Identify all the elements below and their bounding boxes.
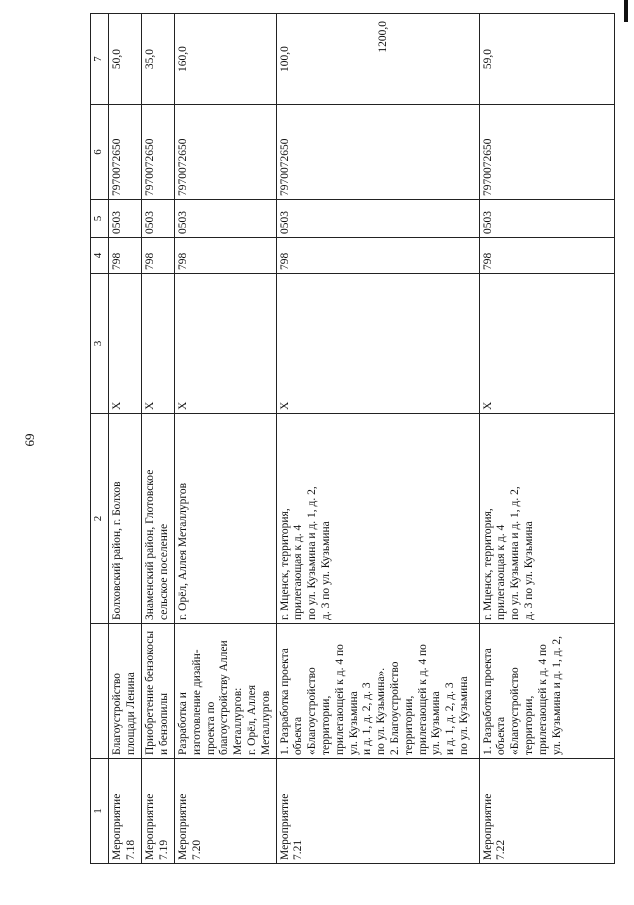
row-amount: 59,0 <box>479 14 614 105</box>
table-row <box>142 14 175 864</box>
row-id: Мероприятие 7.18 <box>109 759 142 864</box>
row-col5: 0503 <box>109 200 142 238</box>
header-cell-6: 6 <box>91 105 109 200</box>
header-cell-7: 7 <box>91 14 109 105</box>
row-name: Разработка и изготовление дизайн- проекта по благоустройству Аллеи Металлургов: г. Орёл, Аллея Металлургов <box>175 624 277 759</box>
amount-wrap <box>279 17 477 101</box>
row-location: Болховский район, г. Болхов <box>109 414 142 624</box>
row-col6: 7970072650 <box>142 105 175 200</box>
row-col6: 7970072650 <box>276 105 479 200</box>
header-cell-1b <box>91 624 109 759</box>
row-name: 1. Разработка проекта объекта «Благоустройство территории, прилегающей к д. 4 по ул. Кузьмина и д. 1, д. 2, д. 3 по ул. Кузьмина». 2. Благоустройство территории, прилегающей к д. 4 по ул. Кузьмина и д. 1, д. 2, д. 3 по ул. Кузьмина <box>276 624 479 759</box>
row-location: Знаменский район, Глотовское сельское поселение <box>142 414 175 624</box>
page-number: 69 <box>22 433 37 447</box>
row-col3: X <box>276 274 479 414</box>
table-row <box>479 14 614 864</box>
header-cell-4: 4 <box>91 238 109 274</box>
row-col3: X <box>479 274 614 414</box>
row-amount: 100,0 <box>278 46 291 72</box>
row-col5: 0503 <box>276 200 479 238</box>
row-col4: 798 <box>175 238 277 274</box>
row-name: Приобретение бензокосы и бензопилы <box>142 624 175 759</box>
row-col5: 0503 <box>479 200 614 238</box>
row-id: Мероприятие 7.19 <box>142 759 175 864</box>
header-cell-5: 5 <box>91 200 109 238</box>
row-name: 1. Разработка проекта объекта «Благоустройство территории, прилегающей к д. 4 по ул. Кузьмина и д. 1, д. 2, <box>479 624 614 759</box>
row-name: Благоустройство площади Ленина <box>109 624 142 759</box>
row-col5: 0503 <box>142 200 175 238</box>
budget-table <box>90 13 615 864</box>
table-row <box>175 14 277 864</box>
table-container <box>90 14 634 864</box>
row-col6: 7970072650 <box>479 105 614 200</box>
row-id: Мероприятие 7.22 <box>479 759 614 864</box>
row-col3: X <box>142 274 175 414</box>
row-col6: 7970072650 <box>109 105 142 200</box>
table-row <box>276 14 479 864</box>
header-cell-1: 1 <box>91 759 109 864</box>
row-col4: 798 <box>142 238 175 274</box>
header-cell-2: 2 <box>91 414 109 624</box>
row-amount: 160,0 <box>175 14 277 105</box>
row-amount-secondary: 1200,0 <box>376 21 389 53</box>
table-row <box>109 14 142 864</box>
row-id: Мероприятие 7.21 <box>276 759 479 864</box>
row-id: Мероприятие 7.20 <box>175 759 277 864</box>
row-location: г. Орёл, Аллея Металлургов <box>175 414 277 624</box>
row-location: г. Мценск, территория, прилегающая к д. 4 по ул. Кузьмина и д. 1, д. 2, д. 3 по ул. Кузьмина <box>479 414 614 624</box>
row-col3: X <box>175 274 277 414</box>
row-col4: 798 <box>479 238 614 274</box>
row-col4: 798 <box>109 238 142 274</box>
row-col4: 798 <box>276 238 479 274</box>
rotated-table-frame <box>90 14 634 864</box>
row-col3: X <box>109 274 142 414</box>
row-amount-cell <box>276 14 479 105</box>
header-row <box>91 14 109 864</box>
row-location: г. Мценск, территория, прилегающая к д. 4 по ул. Кузьмина и д. 1, д. 2, д. 3 по ул. Кузьмина <box>276 414 479 624</box>
row-amount: 35,0 <box>142 14 175 105</box>
row-col5: 0503 <box>175 200 277 238</box>
row-col6: 7970072650 <box>175 105 277 200</box>
row-amount: 50,0 <box>109 14 142 105</box>
header-cell-3: 3 <box>91 274 109 414</box>
